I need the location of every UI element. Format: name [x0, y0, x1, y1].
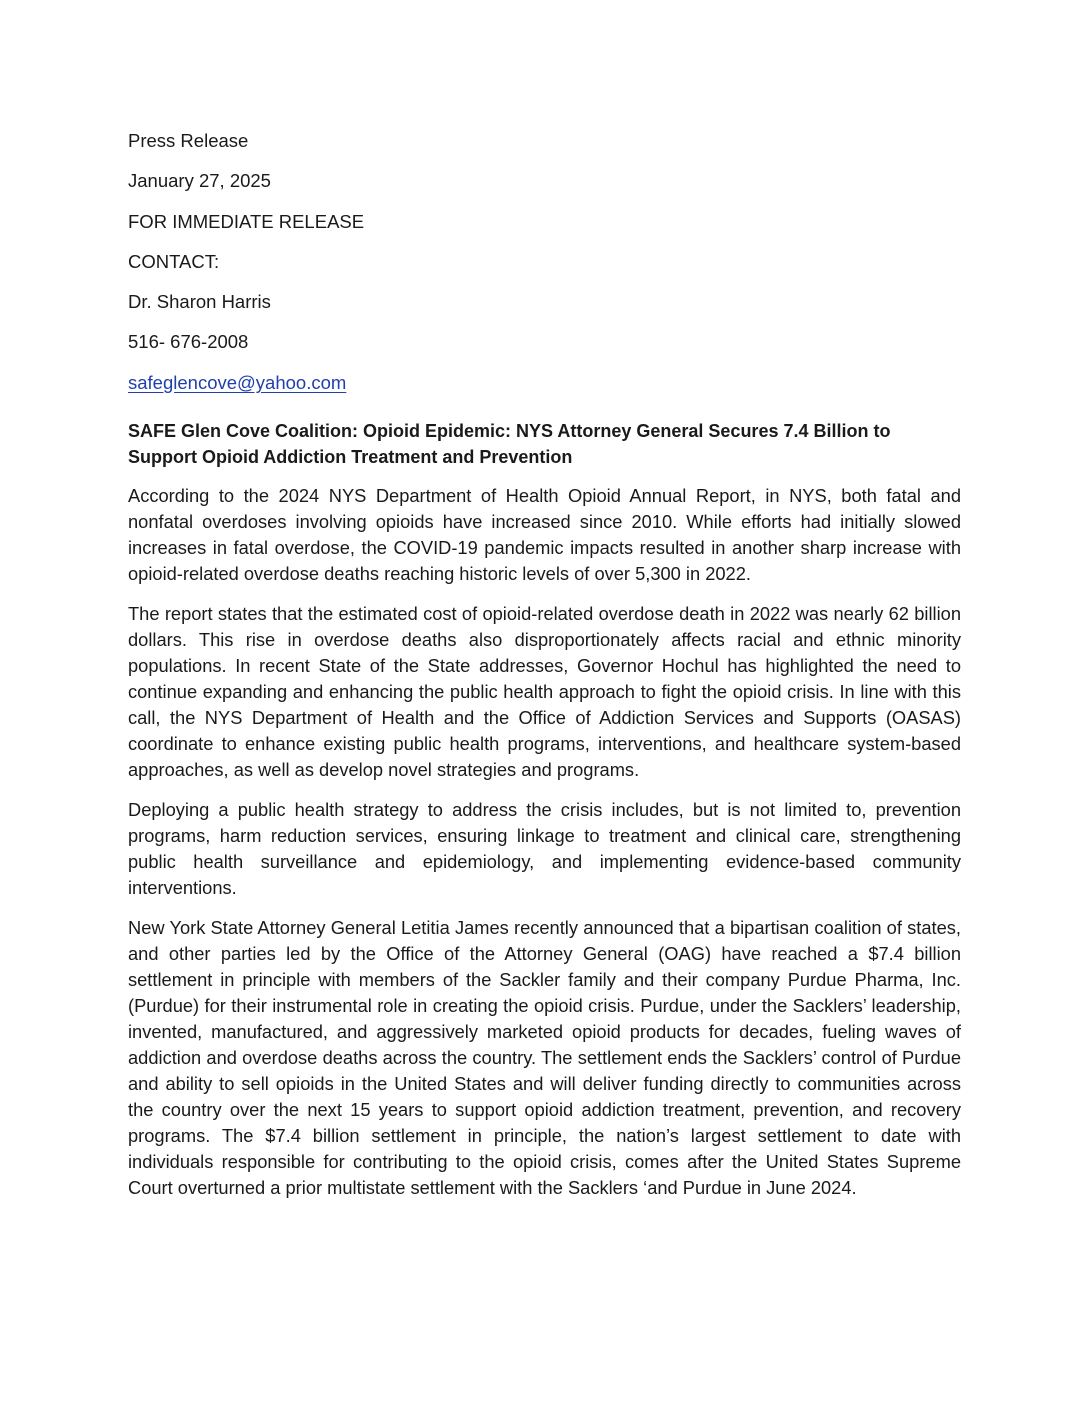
body-paragraph-3: Deploying a public health strategy to address the crisis includes, but is not limited to, prevention programs, harm reduction services, ensuring linkage to treatment and clinical care, strengthening public health surveillance and epidemiology, and implementing evidence-based community interventions.	[128, 799, 961, 899]
body-paragraph-4: New York State Attorney General Letitia James recently announced that a bipartisan coalition of states, and other parties led by the Office of the Attorney General (OAG) have reached a $7.4 billion settlement in principle with members of the Sackler family and their company Purdue Pharma, Inc. (Purdue) for their instrumental role in creating the opioid crisis. Purdue, under the Sacklers’ leadership, invented, manufactured, and aggressively marketed opioid products for decades, fueling waves of addiction and overdose deaths across the country. The settlement ends the Sacklers’ control of Purdue and ability to sell opioids in the United States and will deliver funding directly to communities across the country over the next 15 years to support opioid addiction treatment, prevention, and recovery programs. The $7.4 billion settlement in principle, the nation’s largest settlement to date with individuals responsible for contributing to the opioid crisis, comes after the United States Supreme Court overturned a prior multistate settlement with the Sacklers ‘and Purdue in June 2024.	[128, 917, 961, 1199]
contact-email-link[interactable]: safeglencove@yahoo.com	[128, 371, 347, 393]
contact-name: Dr. Sharon Harris	[128, 291, 271, 313]
press-release-page	[128, 128, 961, 1215]
document-type: Press Release	[128, 130, 249, 151]
contact-email-row	[128, 370, 961, 410]
body-paragraph-2: The report states that the estimated cost of opioid-related overdose death in 2022 was nearly 62 billion dollars. This rise in overdose deaths also disproportionately affects racial and ethnic minority populations. In recent State of the State addresses, Governor Hochul has highlighted the need to continue expanding and enhancing the public health approach to fight the opioid crisis. In line with this call, the NYS Department of Health and the Office of Addiction Services and Supports (OASAS) coordinate to enhance existing public health programs, interventions, and healthcare system-based approaches, as well as develop novel strategies and programs.	[128, 603, 961, 781]
release-date: January 27, 2025	[128, 170, 271, 192]
body-paragraph-1: According to the 2024 NYS Department of Health Opioid Annual Report, in NYS, both fatal and nonfatal overdoses involving opioids have increased since 2010. While efforts had initially slowed increases in fatal overdose, the COVID-19 pandemic impacts resulted in another sharp increase with opioid-related overdose deaths reaching historic levels of over 5,300 in 2022.	[128, 485, 961, 585]
contact-label: CONTACT:	[128, 250, 220, 272]
headline: SAFE Glen Cove Coalition: Opioid Epidemic: NYS Attorney General Secures 7.4 Billion to Support Opioid Addiction Treatment and Prevention	[128, 421, 891, 468]
release-status: FOR IMMEDIATE RELEASE	[128, 210, 365, 232]
contact-phone: 516- 676-2008	[128, 331, 249, 353]
